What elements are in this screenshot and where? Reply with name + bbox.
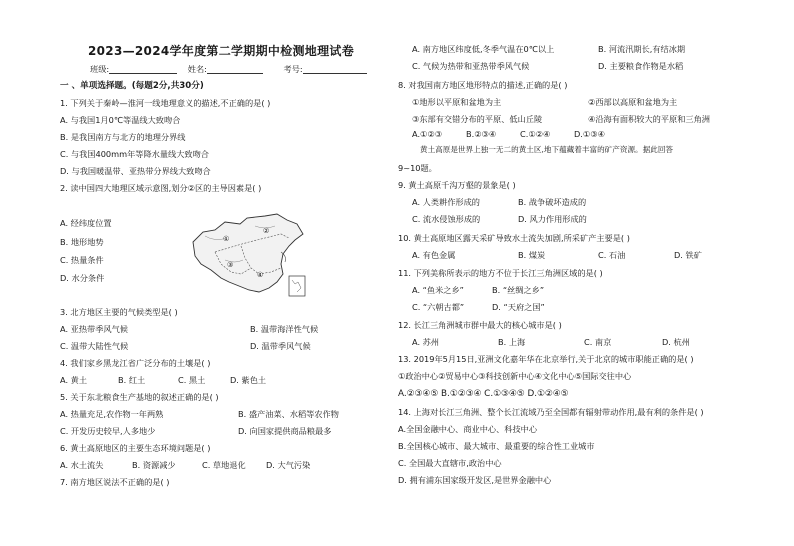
name-label: 姓名: [187, 64, 207, 74]
q2-option-a[interactable]: A. 经纬度位置 [60, 218, 112, 228]
q13-stem: 13. 2019年5月15日,亚洲文化嘉年华在北京举行,关于北京的城市职能正确的是( ) [398, 354, 694, 364]
q6-option-d[interactable]: D. 大气污染 [266, 460, 311, 470]
q3-option-a[interactable]: A. 亚热带季风气候 [60, 324, 128, 334]
q9-option-b[interactable]: B. 战争破坏造成的 [518, 197, 587, 207]
q14-option-b[interactable]: B.全国核心城市、最大城市、最重要的综合性工业城市 [398, 441, 595, 451]
q3-option-d[interactable]: D. 温带季风气候 [250, 341, 311, 351]
map-label-1: ① [223, 235, 230, 243]
q10-option-c[interactable]: C. 石油 [598, 250, 626, 260]
class-blank[interactable] [109, 64, 177, 74]
q5-option-d[interactable]: D. 向国家提供商品粮最多 [238, 426, 332, 436]
q11-option-d[interactable]: D. “天府之国” [492, 302, 545, 312]
q12-option-d[interactable]: D. 杭州 [662, 337, 690, 347]
q3-stem: 3. 北方地区主要的气候类型是( ) [60, 307, 178, 317]
q7-option-c[interactable]: C. 气候为热带和亚热带季风气候 [412, 61, 530, 71]
q5-option-a[interactable]: A. 热量充足,农作物一年两熟 [60, 409, 164, 419]
q14-option-a[interactable]: A.全国金融中心、商业中心、科技中心 [398, 424, 538, 434]
section-heading: 一 、单项选择题。(每题2分,共30分) [60, 81, 204, 91]
q12-option-a[interactable]: A. 苏州 [412, 337, 440, 347]
q6-option-c[interactable]: C. 草地退化 [202, 460, 246, 470]
q9-option-c[interactable]: C. 流水侵蚀形成的 [412, 214, 481, 224]
q11-option-c[interactable]: C. “六朝古都” [412, 302, 465, 312]
map-label-3: ③ [227, 261, 234, 269]
reading-material-range: 9~10题。 [398, 163, 437, 173]
q12-option-b[interactable]: B. 上海 [498, 337, 526, 347]
q1-option-b[interactable]: B. 是我国南方与北方的地理分界线 [60, 132, 186, 142]
q7-stem: 7. 南方地区说法不正确的是( ) [60, 477, 170, 487]
q9-option-a[interactable]: A. 人类耕作形成的 [412, 197, 480, 207]
q8-option-a[interactable]: A.①②③ [412, 129, 443, 139]
q12-stem: 12. 长江三角洲城市群中最大的核心城市是( ) [398, 320, 562, 330]
q4-option-b[interactable]: B. 红土 [118, 375, 146, 385]
q6-option-b[interactable]: B. 资源减少 [132, 460, 176, 470]
q3-option-b[interactable]: B. 温带海洋性气候 [250, 324, 319, 334]
q12-option-c[interactable]: C. 南京 [584, 337, 612, 347]
q11-option-a[interactable]: A. “鱼米之乡” [412, 285, 464, 295]
q14-option-d[interactable]: D. 拥有浦东国家级开发区,是世界金融中心 [398, 475, 552, 485]
q7-option-b[interactable]: B. 河流汛期长,有结冰期 [598, 44, 686, 54]
q3-option-c[interactable]: C. 温带大陆性气候 [60, 341, 129, 351]
q6-option-a[interactable]: A. 水土流失 [60, 460, 104, 470]
china-map-graphic [185, 212, 310, 302]
q11-stem: 11. 下列美称所表示的地方不位于长江三角洲区域的是( ) [398, 268, 603, 278]
q2-option-c[interactable]: C. 热量条件 [60, 255, 104, 265]
q2-stem: 2. 读中国四大地理区域示意图,划分②区的主导因素是( ) [60, 183, 262, 193]
q1-option-c[interactable]: C. 与我国400mm年等降水量线大致吻合 [60, 149, 209, 159]
q7-option-a[interactable]: A. 南方地区纬度低,冬季气温在0℃以上 [412, 44, 555, 54]
q8-statement-1: ①地形以平原和盆地为主 [412, 97, 502, 107]
q8-option-d[interactable]: D.①③④ [574, 129, 605, 139]
q5-stem: 5. 关于东北粮食生产基地的叙述正确的是( ) [60, 392, 219, 402]
q7-option-d[interactable]: D. 主要粮食作物是水稻 [598, 61, 684, 71]
q4-option-c[interactable]: C. 黑土 [178, 375, 206, 385]
reading-material: 黄土高原是世界上独一无二的黄土区,地下蕴藏着丰富的矿产资源。据此回答 [420, 145, 674, 154]
exam-no-label: 考号: [283, 64, 303, 74]
q9-option-d[interactable]: D. 风力作用形成的 [518, 214, 587, 224]
q10-option-d[interactable]: D. 铁矿 [674, 250, 702, 260]
q10-option-b[interactable]: B. 煤炭 [518, 250, 546, 260]
q4-option-a[interactable]: A. 黄土 [60, 375, 88, 385]
q14-option-c[interactable]: C. 全国最大直辖市,政治中心 [398, 458, 502, 468]
q8-statement-2: ②西部以高原和盆地为主 [588, 97, 678, 107]
q8-statement-4: ④沿海有面积较大的平原和三角洲 [588, 114, 710, 124]
q2-option-d[interactable]: D. 水分条件 [60, 273, 105, 283]
name-blank[interactable] [207, 64, 263, 74]
map-label-2: ② [263, 227, 270, 235]
q2-option-b[interactable]: B. 地形地势 [60, 237, 104, 247]
q11-option-b[interactable]: B. “丝绸之乡” [492, 285, 545, 295]
q8-stem: 8. 对我国南方地区地形特点的描述,正确的是( ) [398, 80, 568, 90]
q4-stem: 4. 我们家乡黑龙江省广泛分布的土壤是( ) [60, 358, 211, 368]
q8-option-c[interactable]: C.①②④ [520, 129, 551, 139]
q13-statements: ①政治中心②贸易中心③科技创新中心④文化中心⑤国际交往中心 [398, 371, 632, 381]
q8-option-b[interactable]: B.②③④ [466, 129, 497, 139]
q10-stem: 10. 黄土高原地区露天采矿导致水土流失加剧,所采矿产主要是( ) [398, 233, 630, 243]
student-info-row [90, 64, 367, 74]
q14-stem: 14. 上海对长江三角洲、整个长江流域乃至全国都有辐射带动作用,最有利的条件是( ) [398, 407, 704, 417]
china-regions-map [185, 212, 310, 302]
q8-statement-3: ③东部有交错分布的平原、低山丘陵 [412, 114, 543, 124]
q4-option-d[interactable]: D. 紫色土 [230, 375, 267, 385]
q5-option-b[interactable]: B. 盛产油菜、水稻等农作物 [238, 409, 339, 419]
exam-no-blank[interactable] [303, 64, 367, 74]
q1-option-a[interactable]: A. 与我国1月0℃等温线大致吻合 [60, 115, 181, 125]
q6-stem: 6. 黄土高原地区的主要生态环境问题是( ) [60, 443, 211, 453]
q9-stem: 9. 黄土高原千沟万壑的景象是( ) [398, 180, 516, 190]
q1-stem: 1. 下列关于秦岭—淮河一线地理意义的描述,不正确的是( ) [60, 98, 271, 108]
exam-title: 2023—2024学年度第二学期期中检测地理试卷 [88, 44, 354, 58]
q13-options[interactable]: A.②③④⑤ B.①②③④ C.①③④⑤ D.①②④⑤ [398, 389, 569, 399]
map-label-4: ④ [257, 271, 264, 279]
class-label: 班级: [90, 64, 110, 74]
q1-option-d[interactable]: D. 与我国暖温带、亚热带分界线大致吻合 [60, 166, 211, 176]
q10-option-a[interactable]: A. 有色金属 [412, 250, 456, 260]
q5-option-c[interactable]: C. 开发历史较早,人多地少 [60, 426, 156, 436]
